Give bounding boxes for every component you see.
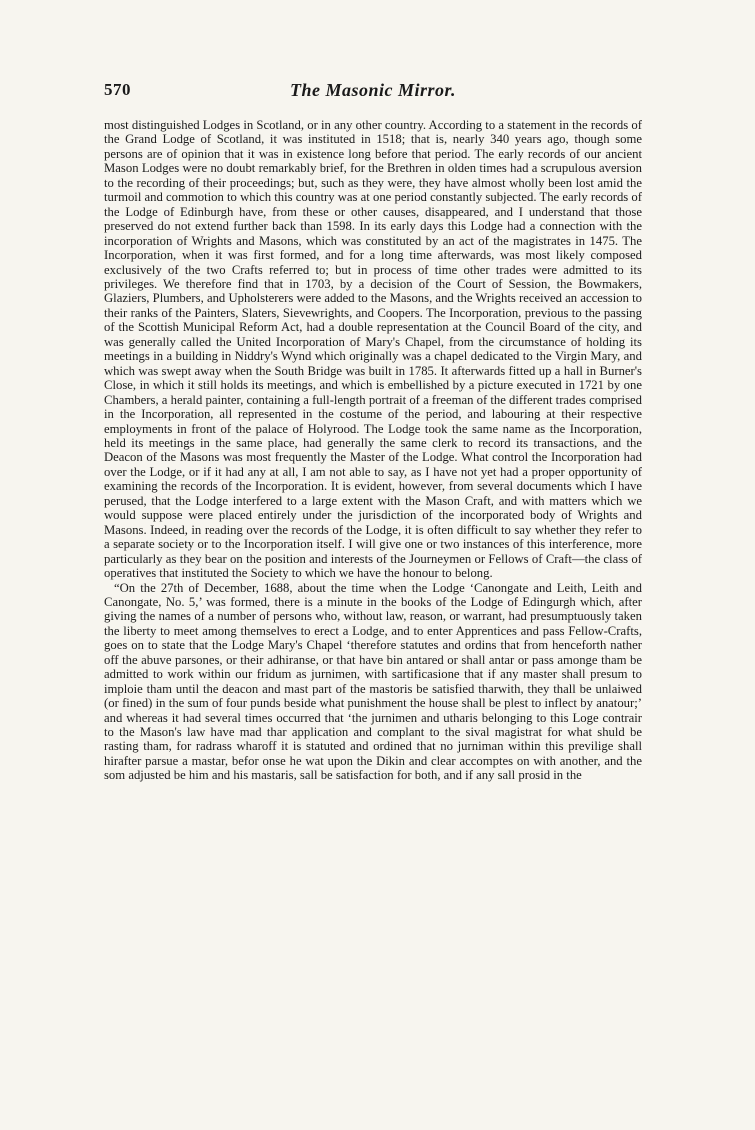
running-title: The Masonic Mirror. (289, 80, 457, 100)
page-number: 570 (104, 80, 131, 99)
paragraph: most distinguished Lodges in Scotland, or in any other country. According to a statement in the records of the Grand Lodge of Scotland, it was instituted in 1518; that is, nearly 340 years ago, though some persons are of opinion that it was in existence long before that period. The early records of our ancient Mason Lodges were no doubt remarkably brief, for the Brethren in olden times had a scrupulous aversion to the recording of their proceedings; but, such as they were, they have almost wholly been lost amid the turmoil and commotion to which this country was at one period constantly subjected. The early records of the Lodge of Edinburgh have, from these or other causes, disappeared, and I understand that those preserved do not extend further back than 1598. In its early days this Lodge had a connection with the incorporation of Wrights and Masons, which was constituted by an act of the magistrates in 1475. The Incorporation, when it was first formed, and for a long time afterwards, was most likely composed exclusively of the two Crafts referred to; but in process of time other trades were admitted to its privileges. We therefore find that in 1703, by a decision of the Court of Session, the Bowmakers, Glaziers, Plumbers, and Upholsterers were added to the Masons, and the Wrights received an accession to their ranks of the Painters, Slaters, Sievewrights, and Coopers. The Incorporation, previous to the passing of the Scottish Municipal Reform Act, had a double representation at the Council Board of the city, and was generally called the United Incorporation of Mary's Chapel, from the circumstance of holding its meetings in a building in Niddry's Wynd which originally was a chapel dedicated to the Virgin Mary, and which was swept away when the South Bridge was built in 1785. It afterwards fitted up a hall in Burner's Close, in which it still holds its meetings, and which is embellished by a picture executed in 1721 by one Chambers, a herald painter, containing a full-length portrait of a freeman of the different trades comprised in the Incorporation, all represented in the costume of the period, and labouring at their respective employments in front of the palace of Holyrood. The Lodge took the same name as the Incorporation, held its meetings in the same place, had generally the same clerk to record its transactions, and the Deacon of the Masons was most frequently the Master of the Lodge. What control the Incorporation had over the Lodge, or if it had any at all, I am not able to say, as I have not yet had a proper opportunity of examining the records of the Incorporation. It is evident, however, from several documents which I have perused, that the Lodge interfered to a large extent with the Mason Craft, and with matters which we would suppose were placed entirely under the jurisdiction of the incorporated body of Wrights and Masons. Indeed, in reading over the records of the Lodge, it is often difficult to say whether they refer to a separate society or to the Incorporation itself. I will give one or two instances of this interference, more particularly as they bear on the position and interests of the Journeymen or Fellows of Craft—the class of operatives that instituted the Society to which we have the honour to belong. (104, 118, 642, 581)
body-text (104, 118, 642, 783)
paragraph: “On the 27th of December, 1688, about the time when the Lodge ‘Canongate and Leith, Leith and Canongate, No. 5,’ was formed, there is a minute in the books of the Lodge of Edingurgh which, after giving the names of a number of persons who, without law, reason, or warrant, had presumptuously taken the liberty to meet among themselves to erect a Lodge, and to enter Apprentices and pass Fellow-Crafts, goes on to state that the Lodge Mary's Chapel ‘therefore statutes and ordins that from henceforth nather off the abuve parsones, or their adhiranse, or that have bin antared or shall antar or pass amonge tham be admitted to work within our fridum as jurnimen, with sartificasione that if any master shall presum to imploie tham until the deacon and mast part of the mastoris be satisfied tharwith, they thall be unlaiwed (or fined) in the sum of four punds beside what punishment the house shall be plest to inflect by anatour;’ and whereas it had several times occurred that ‘the jurnimen and utharis belonging to this Loge contrair to the Mason's law have mad thar application and complant to the sival magistrat for what shuld be rasting tham, for radrass wharoff it is statuted and ordined that no jurniman within this previlige shall hirafter parsue a mastar, befor onse he wat upon the Dikin and clear accomptes on with another, and the som adjusted be him and his mastaris, sall be satisfaction for both, and if any sall prosid in the (104, 580, 642, 783)
page-header (104, 80, 642, 106)
